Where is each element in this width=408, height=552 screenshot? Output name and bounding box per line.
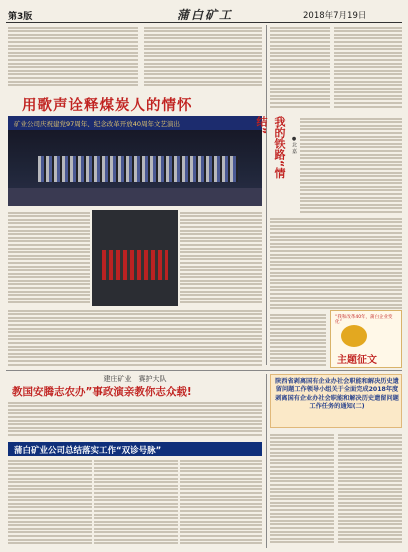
choir-singers <box>38 156 238 182</box>
text-notice-a <box>270 432 334 548</box>
anniversary-emblem <box>341 325 367 347</box>
text-block-top-mid <box>144 25 262 87</box>
column-title: 我的铁路“情结” <box>255 116 286 179</box>
text-bottom-b <box>8 458 92 548</box>
text-right-c <box>300 116 402 214</box>
text-bottom-d <box>180 458 262 548</box>
issue-date: 2018年7月19日 <box>303 11 367 21</box>
photo-caption: 矿业公司庆祝建党97周年、纪念改革开放40周年文艺演出 <box>14 120 181 128</box>
notice-title-box <box>270 374 402 428</box>
stage-photo <box>8 116 262 206</box>
contest-badge-theme: 主题征文 <box>337 355 377 366</box>
column-byline: ●北 嘉 <box>291 136 297 154</box>
bottom-headline: 教国安腾志农办”事政演亲教你志众载! <box>12 386 192 398</box>
bottom-kicker: 建庄矿业 赛护大队 <box>103 375 167 383</box>
performance-photo <box>92 210 178 306</box>
column-divider <box>266 25 267 365</box>
text-right-a <box>270 25 330 113</box>
bottom-headline-2: 蒲白矿业公司总结落实工作“双诊号脉” <box>14 446 162 456</box>
text-col-1 <box>8 210 90 306</box>
notice-title: 陕西省剥离国有企业办社会职能和解决历史遗留问题工作领导小组关于全面完成2018年度剥离国有企业办社会职能和解决历史遗留问题工作任务的通知(二) <box>275 378 399 411</box>
text-col-2 <box>180 210 262 306</box>
text-notice-b <box>338 432 402 548</box>
blue-headline-bar <box>8 442 262 456</box>
bottom-column-divider <box>266 374 267 548</box>
contest-badge-text: “我和改革40年，蒲白企业变化” <box>335 315 393 325</box>
text-bottom-c <box>94 458 178 548</box>
mid-rule <box>6 370 402 371</box>
text-right-d <box>270 216 402 310</box>
text-bottom-a <box>8 400 262 438</box>
text-right-e <box>270 312 326 368</box>
header-rule <box>6 22 402 23</box>
text-block-top-left <box>8 25 138 87</box>
page-number: 第3版 <box>8 12 33 22</box>
contest-badge <box>330 310 402 368</box>
dancers <box>102 250 168 280</box>
stage-floor <box>8 188 262 206</box>
masthead: 蒲白矿工 <box>177 8 234 22</box>
text-wide-block <box>8 308 262 366</box>
text-right-b <box>334 25 402 113</box>
main-headline: 用歌声诠释煤炭人的情怀 <box>22 98 193 114</box>
